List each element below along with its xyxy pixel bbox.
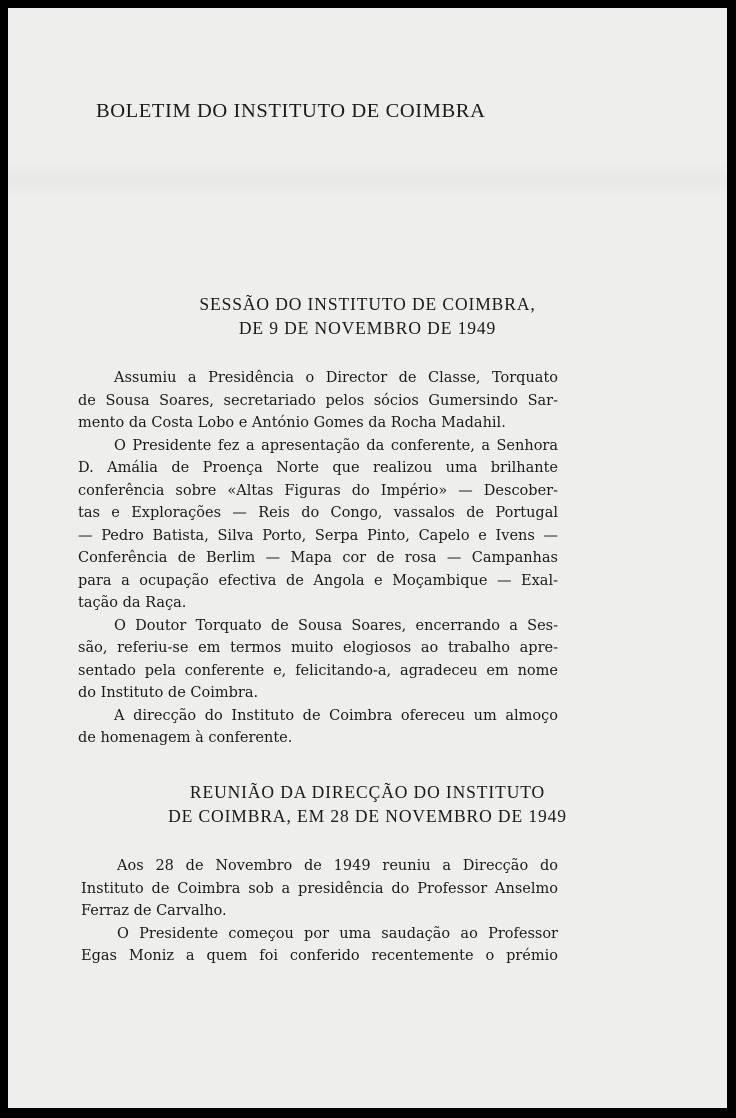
text-line: sentado pela conferente e, felicitando-a, agradeceu em nome [78,662,558,679]
text-line: conferência sobre «Altas Figuras do Império» — Descober- [78,482,558,499]
text-line: — Pedro Batista, Silva Porto, Serpa Pinto, Capelo e Ivens — [78,527,558,544]
text-line: tação da Raça. [78,595,187,611]
text-line: Egas Moniz a quem foi conferido recentemente o prémio [81,948,558,964]
text-line: do Instituto de Coimbra. [78,685,259,701]
section-1-title [8,292,727,340]
text-line: Assumiu a Presidência o Director de Classe, Torquato [114,370,558,386]
text-line: Aos 28 de Novembro de 1949 reuniu a Direcção do [117,858,558,874]
text-line: Ferraz de Carvalho. [81,903,227,919]
text-line: são, referiu-se em termos muito elogiosos ao trabalho apre- [78,640,558,656]
text-line: Conferência de Berlim — Mapa cor de rosa — Campanhas [78,550,558,566]
section-2-title-line: DE COIMBRA, EM 28 DE NOVEMBRO DE 1949 [168,806,567,826]
section-2-body [81,855,558,968]
section-2-title [8,780,727,828]
text-line: Instituto de Coimbra sob a presidência do Professor Anselmo [81,880,558,897]
text-line: A direcção do Instituto de Coimbra ofereceu um almoço [114,707,558,724]
section-2-title-line: REUNIÃO DA DIRECÇÃO DO INSTITUTO [189,782,546,802]
text-line: para a ocupação efectiva de Angola e Moçambique — Exal- [78,572,558,589]
text-line: O Presidente começou por uma saudação ao Professor [117,925,558,942]
section-1-title-line: DE 9 DE NOVEMBRO DE 1949 [238,318,497,338]
text-line: D. Amália de Proença Norte que realizou uma brilhante [78,460,558,476]
running-head: BOLETIM DO INSTITUTO DE COIMBRA [96,100,486,122]
section-1-title-line: SESSÃO DO INSTITUTO DE COIMBRA, [199,294,536,314]
scan-shadow [8,158,727,198]
text-line: O Presidente fez a apresentação da conferente, a Senhora [114,437,558,454]
text-line: tas e Explorações — Reis do Congo, vassalos de Portugal [78,505,558,521]
text-line: de Sousa Soares, secretariado pelos sócios Gumersindo Sar- [78,392,558,409]
text-line: O Doutor Torquato de Sousa Soares, encerrando a Ses- [114,617,558,634]
section-1-body [78,367,558,750]
text-line: mento da Costa Lobo e António Gomes da Rocha Madahil. [78,415,506,431]
document-page [8,8,727,1108]
text-line: de homenagem à conferente. [78,730,293,746]
